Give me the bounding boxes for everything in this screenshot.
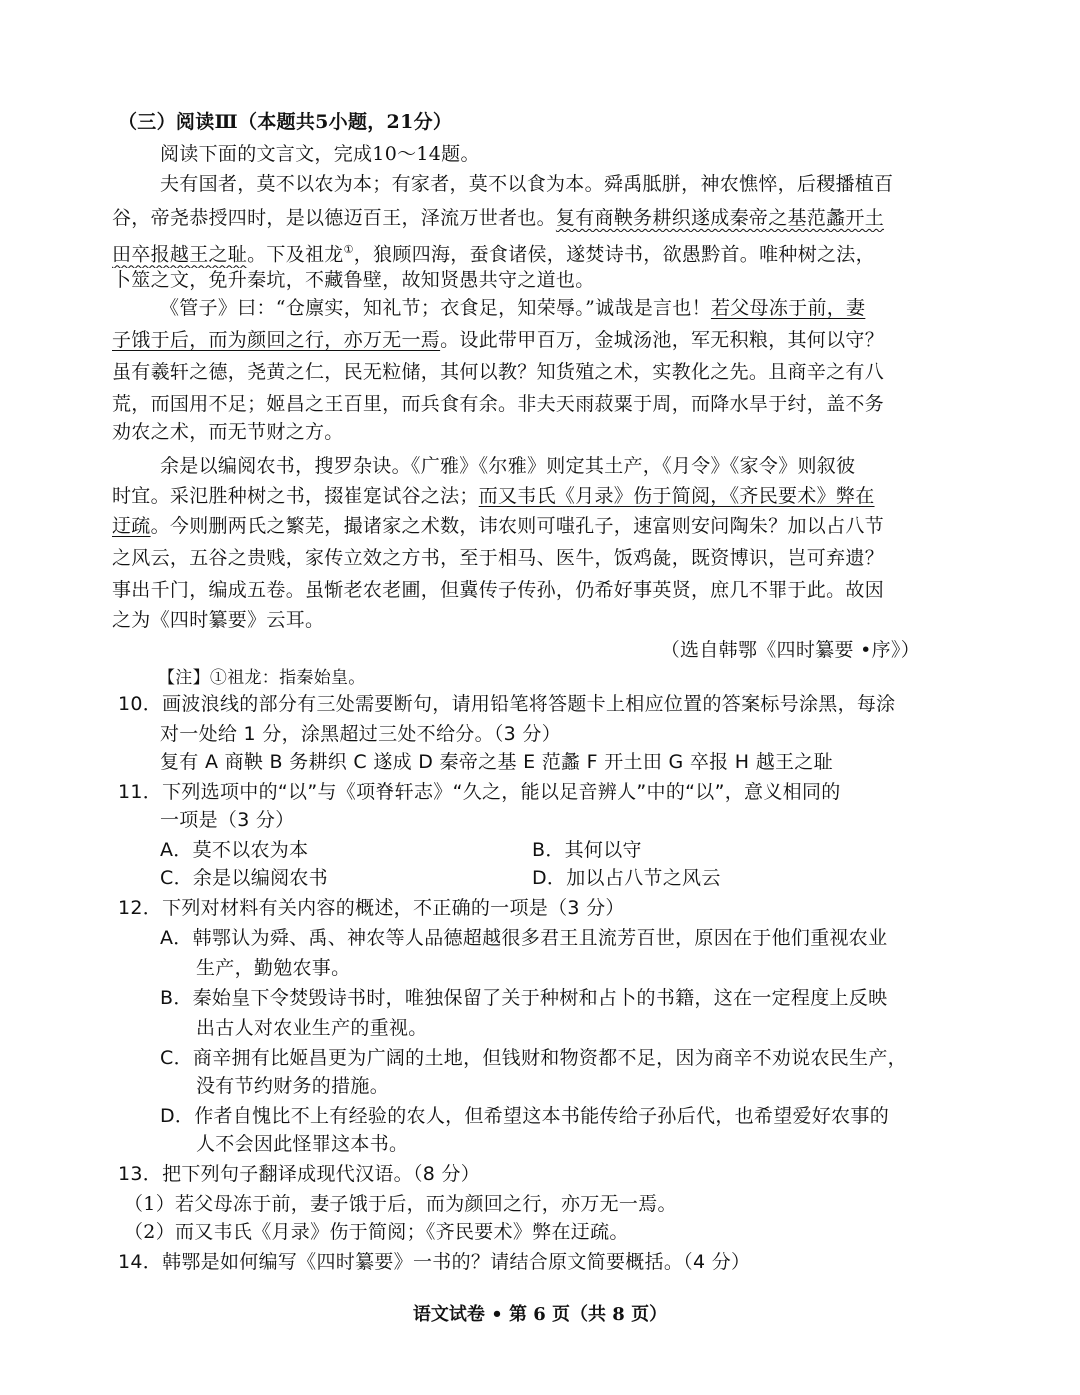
passage-line: 余是以编阅农书，搜罗杂诀。《广雅》《尔雅》则定其土产，《月令》《家令》则叙彼 <box>160 455 856 477</box>
wavy-underlined-text: 复有商鞅务耕织遂成秦帝之基范蠡开土 <box>555 207 885 229</box>
underlined-text: 若父母冻于前，妻 <box>710 297 866 319</box>
passage-line <box>112 482 922 510</box>
passage-line <box>112 236 922 268</box>
section-title: （三）阅读Ⅲ（本题共5小题，21分） <box>118 111 453 133</box>
underlined-text: 而又韦氏《月录》伤于简阅，《齐民要术》弊在 <box>478 485 875 507</box>
question-12-stem: 12．下列对材料有关内容的概述，不正确的一项是（3 分） <box>118 897 625 919</box>
question-10-stem-cont: 对一处给 1 分，涂黑超过三处不给分。（3 分） <box>160 723 561 745</box>
question-11-option-c: C．余是以编阅农书 <box>160 867 328 889</box>
question-11-stem: 11．下列选项中的“以”与《项脊轩志》“久之，能以足音辨人”中的“以”，意义相同的 <box>118 781 841 803</box>
question-10-stem: 10．画波浪线的部分有三处需要断句，请用铅笔将答题卡上相应位置的答案标号涂黑，每涂 <box>118 693 896 715</box>
footnote-marker: ① <box>343 243 354 256</box>
passage-line <box>112 204 922 232</box>
question-11-option-a: A．莫不以农为本 <box>160 839 309 861</box>
question-10-options: 复有 A 商鞅 B 务耕织 C 遂成 D 秦帝之基 E 范蠡 F 开土田 G 卒报 H 越王之耻 <box>160 751 833 773</box>
passage-line: 之为《四时纂要》云耳。 <box>112 609 325 631</box>
question-12-option-c: C．商辛拥有比姬昌更为广阔的土地，但钱财和物资都不足，因为商辛不劝说农民生产， <box>160 1047 907 1069</box>
passage-line: 卜筮之文，免升秦坑，不藏鲁壁，故知贤愚共守之道也。 <box>112 269 595 291</box>
question-13-sentence-2: （2）而又韦氏《月录》伤于简阅；《齐民要术》弊在迂疏。 <box>124 1221 629 1243</box>
passage-line <box>112 512 922 540</box>
passage-line: 之风云，五谷之贵贱，家传立效之方书，至于相马、医牛，饭鸡彘，既资博识，岂可弃遗？ <box>112 547 885 569</box>
passage-line: 夫有国者，莫不以农为本；有家者，莫不以食为本。舜禹胝胼，神农憔悴，后稷播植百 <box>160 173 894 195</box>
passage-text: 《管子》曰：“仓廪实，知礼节；衣食足，知荣辱。”诚哉是言也！ <box>160 297 711 319</box>
question-11-option-b: B．其何以守 <box>532 839 642 861</box>
instruction: 阅读下面的文言文，完成10～14题。 <box>160 143 480 165</box>
wavy-underlined-text: 田卒报越王之耻 <box>112 243 248 266</box>
question-11-option-d: D．加以占八节之风云 <box>532 867 721 889</box>
passage-text: 。设此带甲百万，金城汤池，军无积粮，其何以守？ <box>440 329 885 351</box>
question-13-stem: 13．把下列句子翻译成现代汉语。（8 分） <box>118 1163 481 1185</box>
passage-line: 事出千门，编成五卷。虽惭老农老圃，但冀传子传孙，仍希好事英贤，庶几不罪于此。故因 <box>112 579 885 601</box>
passage-text: 。下及祖龙 <box>247 243 344 266</box>
page-footer: 语文试卷 • 第 6 页（共 8 页） <box>412 1304 668 1325</box>
passage-text: 。今则删两氏之繁芜，撮诸家之术数，讳农则可嗤孔子，速富则安问陶朱？加以占八节 <box>150 515 885 537</box>
footnote: 【注】①祖龙：指秦始皇。 <box>158 668 366 688</box>
question-12-option-b-cont: 出古人对农业生产的重视。 <box>196 1017 428 1039</box>
question-13-sentence-1: （1）若父母冻于前，妻子饿于后，而为颜回之行，亦万无一焉。 <box>124 1193 677 1215</box>
passage-line: 荒，而国用不足；姬昌之王百里，而兵食有余。非夫天雨菽粟于周，而降水旱于纣，盖不务 <box>112 393 885 415</box>
question-12-option-a-cont: 生产，勤勉农事。 <box>196 957 351 979</box>
passage-line <box>112 326 922 354</box>
question-12-option-a: A．韩鄂认为舜、禹、神农等人品德超越很多君王且流芳百世，原因在于他们重视农业 <box>160 927 888 949</box>
passage-text: 谷，帝尧恭授四时，是以德迈百王，泽流万世者也。 <box>112 207 556 229</box>
question-11-stem-cont: 一项是（3 分） <box>160 809 295 831</box>
question-12-option-c-cont: 没有节约财务的措施。 <box>196 1075 390 1097</box>
source-citation: （选自韩鄂《四时纂要 •序》） <box>660 639 920 661</box>
passage-text: ，狼顾四海，蚕食诸侯，遂焚诗书，欲愚黔首。唯种树之法， <box>353 243 875 266</box>
passage-text: 时宜。采氾胜种树之书，掇崔寔试谷之法； <box>112 485 479 507</box>
underlined-text: 迂疏 <box>112 515 151 537</box>
underlined-text: 子饿于后，而为颜回之行，亦万无一焉 <box>112 329 441 351</box>
question-12-option-d: D．作者自愧比不上有经验的农人，但希望这本书能传给子孙后代，也希望爱好农事的 <box>160 1105 890 1127</box>
question-14-stem: 14．韩鄂是如何编写《四时纂要》一书的？请结合原文简要概括。（4 分） <box>118 1251 751 1273</box>
passage-line: 劝农之术，而无节财之方。 <box>112 421 344 443</box>
question-12-option-d-cont: 人不会因此怪罪这本书。 <box>196 1133 409 1155</box>
question-12-option-b: B．秦始皇下令焚毁诗书时，唯独保留了关于种树和占卜的书籍，这在一定程度上反映 <box>160 987 888 1009</box>
passage-line <box>160 294 970 322</box>
passage-line: 虽有羲轩之德，尧黄之仁，民无粒储，其何以教？知货殖之术，实教化之先。且商辛之有八 <box>112 361 885 383</box>
